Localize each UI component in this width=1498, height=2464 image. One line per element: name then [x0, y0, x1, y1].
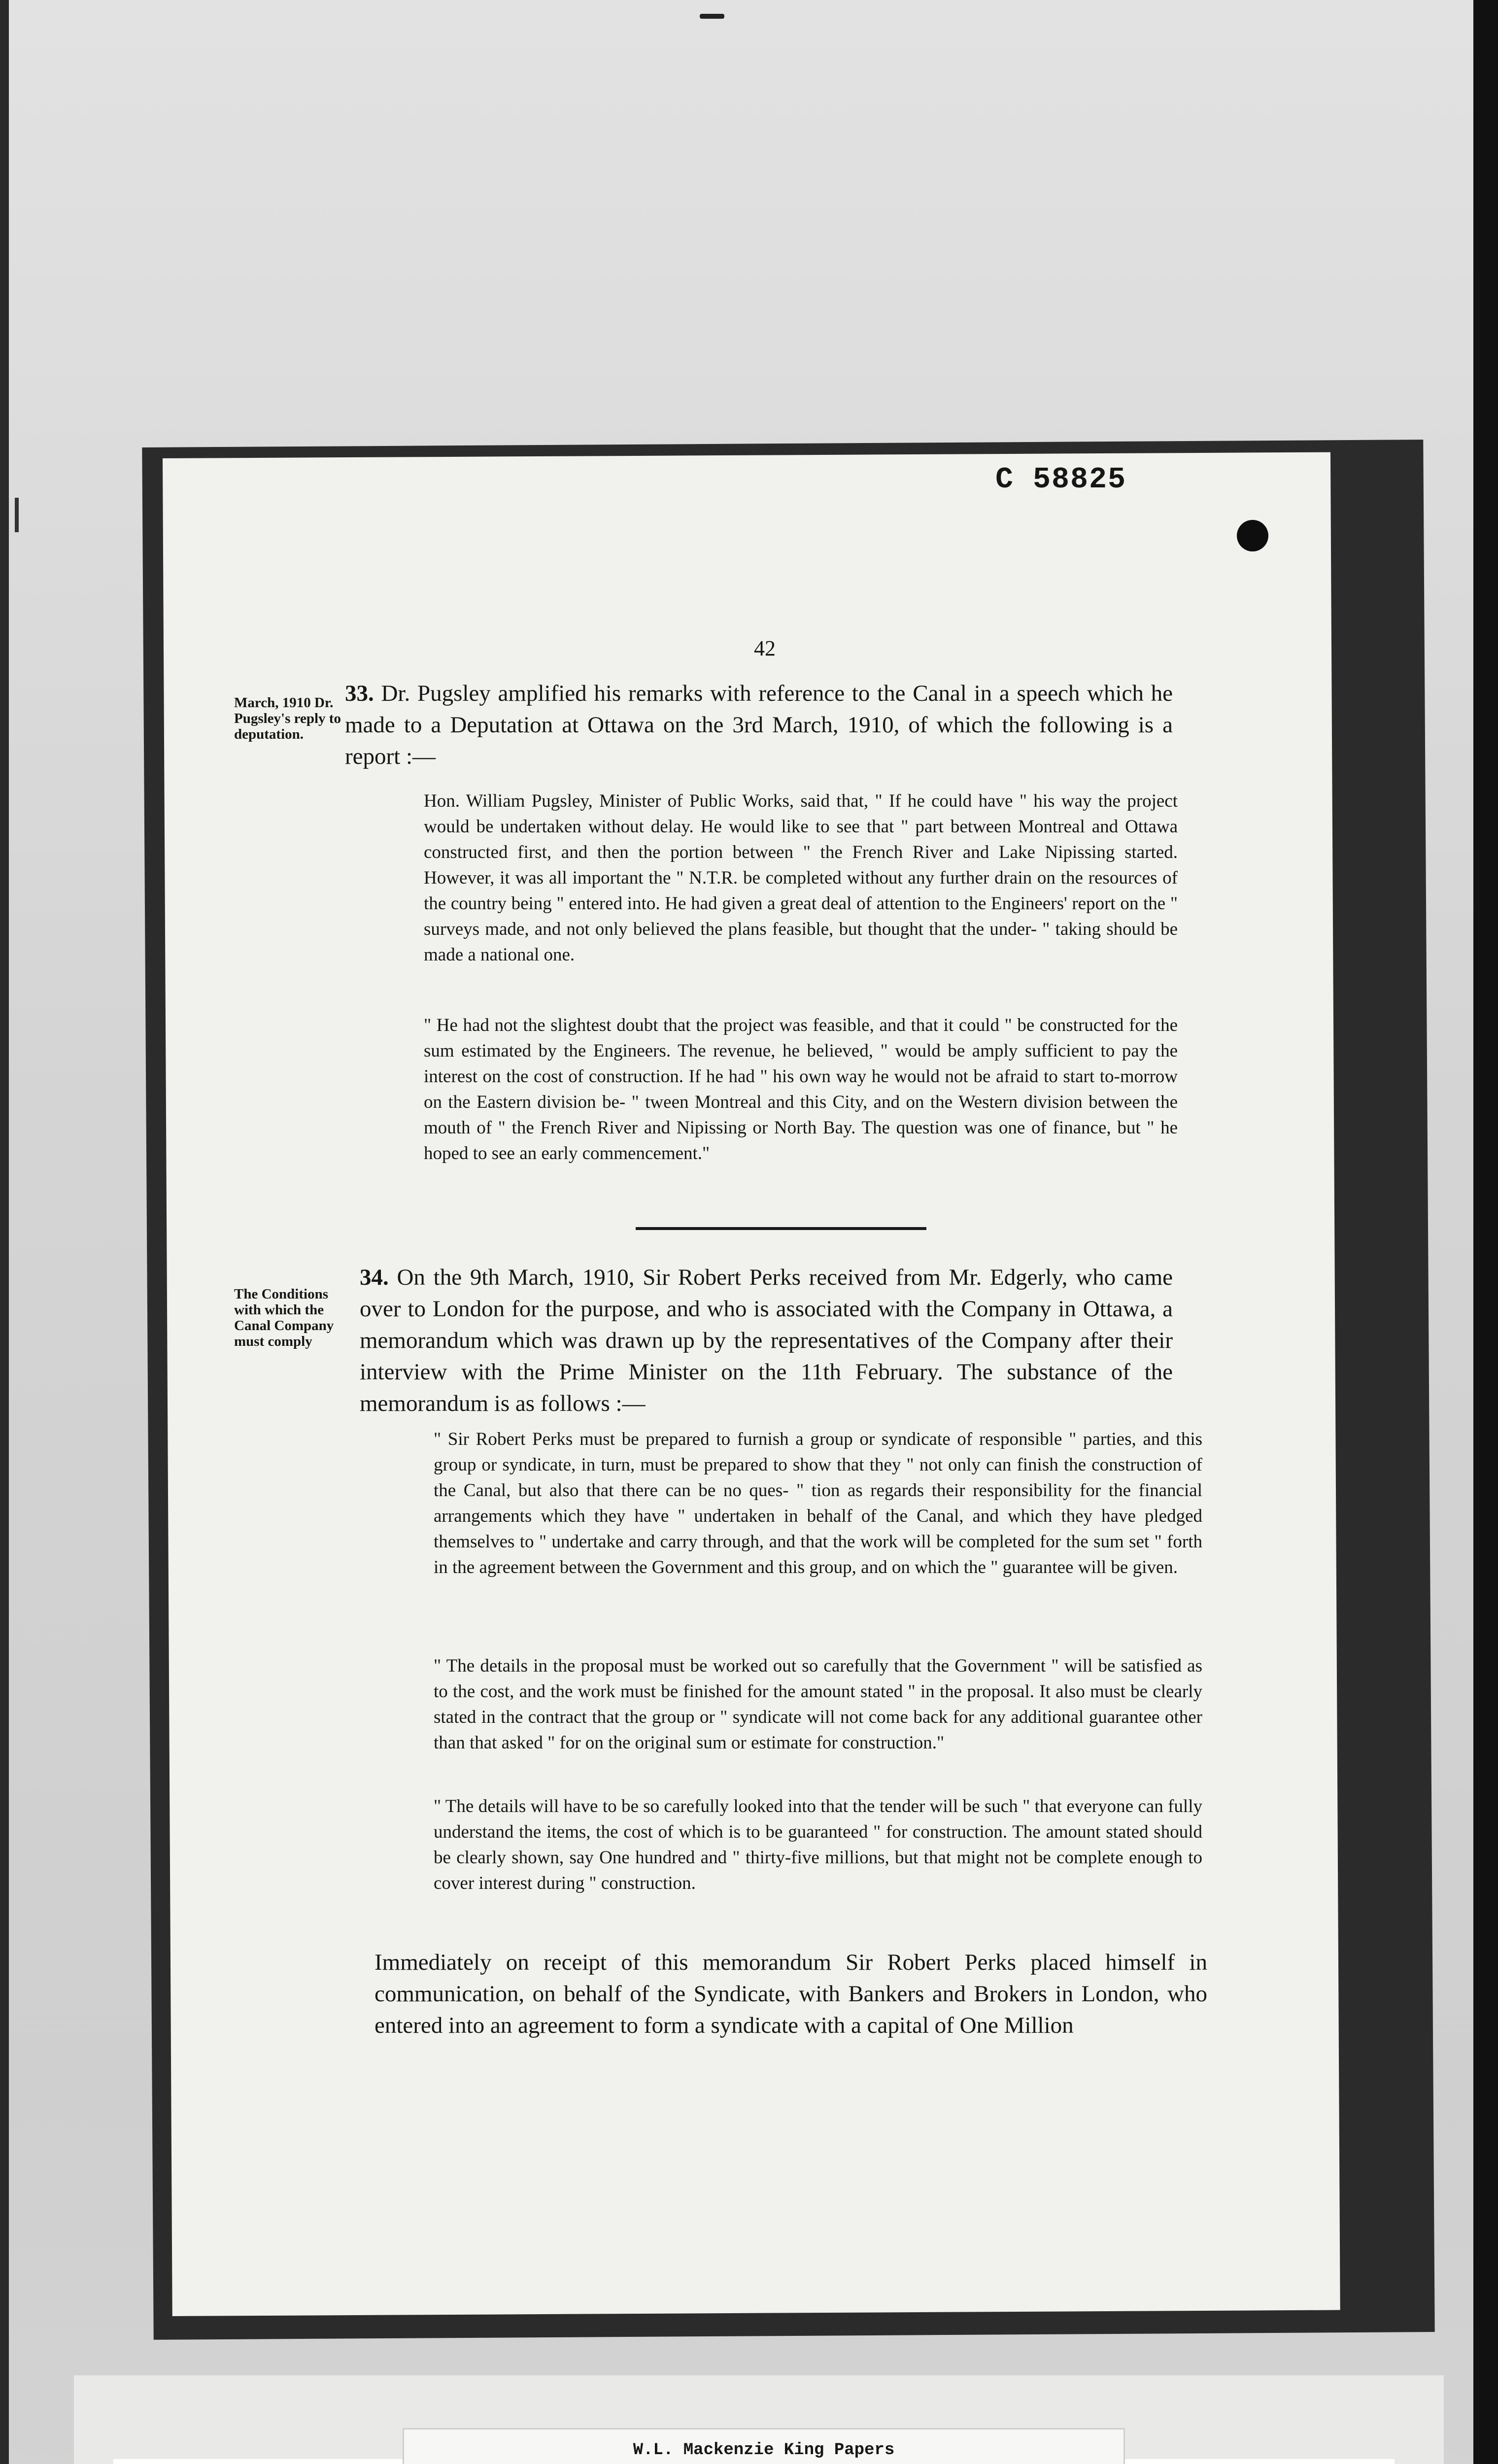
scan-right-edge	[1473, 0, 1498, 2464]
paragraph-34-text: On the 9th March, 1910, Sir Robert Perks received from Mr. Edgerly, who came over to London for the purpose, and who is associated with the Company in Ottawa, a memorandum which was drawn up by the representatives of the Company after their interview with the Prime Minister on the 11th February. The substance of the memorandum is as follows :—	[360, 1265, 1173, 1416]
memorandum-quote-2: " The details in the proposal must be worked out so carefully that the Government " will be satisfied as to the cost, and the work must be finished for the amount stated " in the proposal. It also must be clearly stated in the contract that the group or " syndicate will not come back for any additional guarantee other than that asked " for on the original sum or estimate for construction."	[434, 1656, 1202, 1753]
memorandum-quote-1: " Sir Robert Perks must be prepared to furnish a group or syndicate of responsible " parties, and this group or syndicate, in turn, must be prepared to show that they " not only can finish the construction of the Canal, but also that there can be no ques- " tion as regards their responsibility for the financial arrangements which they have " undertaken in behalf of the Canal, and which they have pledged themselves to " undertake and carry through, and that the work will be completed for the sum set " forth in the agreement between the Government and this group, and on which the " guarantee will be given.	[434, 1429, 1202, 1577]
collection-label	[404, 2430, 1124, 2464]
closing-paragraph: Immediately on receipt of this memorandum Sir Robert Perks placed himself in communication, on behalf of the Syndicate, with Bankers and Brokers in London, who entered into an agreement to form a syndicate with a capital of One Million	[374, 1950, 1207, 2038]
pugsley-quote-2: " He had not the slightest doubt that the project was feasible, and that it could " be constructed for the sum estimated by the Engineers. The revenue, he believed, " would be amply sufficient to pay the interest on the cost of construction. If he had " his own way he would not be afraid to start to-morrow on the Eastern division be- " tween Montreal and this City, and on the Western division between the mouth of " the French River and Nipissing or North Bay. The question was one of finance, but " he hoped to see an early commencement."	[424, 1015, 1178, 1164]
page-number: 42	[754, 636, 776, 660]
paragraph-33-text: Dr. Pugsley amplified his remarks with reference to the Canal in a speech which he made to a Deputation at Ottawa on the 3rd March, 1910, of which the following is a report :—	[345, 681, 1173, 769]
collection-series	[404, 2462, 1124, 2464]
scan-side-mark	[15, 498, 19, 532]
paragraph-33-number: 33.	[345, 681, 374, 706]
scan-top-mark	[700, 14, 724, 19]
punch-hole	[1237, 520, 1268, 551]
paragraph-34-number: 34.	[360, 1265, 389, 1290]
paragraph-33	[345, 678, 1173, 772]
document-reference-number: C 58825	[995, 463, 1127, 497]
memorandum-quote-3: " The details will have to be so carefully looked into that the tender will be such " that everyone can fully understand the items, the cost of which is to be guaranteed " for construction. The amount stated should be clearly shown, say One hundred and " thirty-five millions, but that might not be complete enough to cover interest during " construction.	[434, 1796, 1202, 1893]
margin-note-pugsley-reply: March, 1910 Dr. Pugsley's reply to deputation.	[234, 695, 341, 742]
pugsley-quote-1: Hon. William Pugsley, Minister of Public Works, said that, " If he could have " his way the project would be undertaken without delay. He would like to see that " part between Montreal and Ottawa constructed first, and then the portion between " the French River and Lake Nipissing started. However, it was all important the " N.T.R. be completed without any further drain on the resources of the country being " entered into. He had given a great deal of attention to the Engineers' report on the " surveys made, and not only believed the plans feasible, but thought that the under- " taking should be made a national one.	[424, 791, 1178, 965]
collection-name: W.L. Mackenzie King Papers	[633, 2441, 895, 2460]
section-divider	[636, 1227, 926, 1230]
paragraph-34	[360, 1262, 1173, 1419]
margin-note-canal-conditions: The Conditions with which the Canal Company must comply	[234, 1286, 334, 1349]
scan-left-edge	[0, 0, 9, 2464]
